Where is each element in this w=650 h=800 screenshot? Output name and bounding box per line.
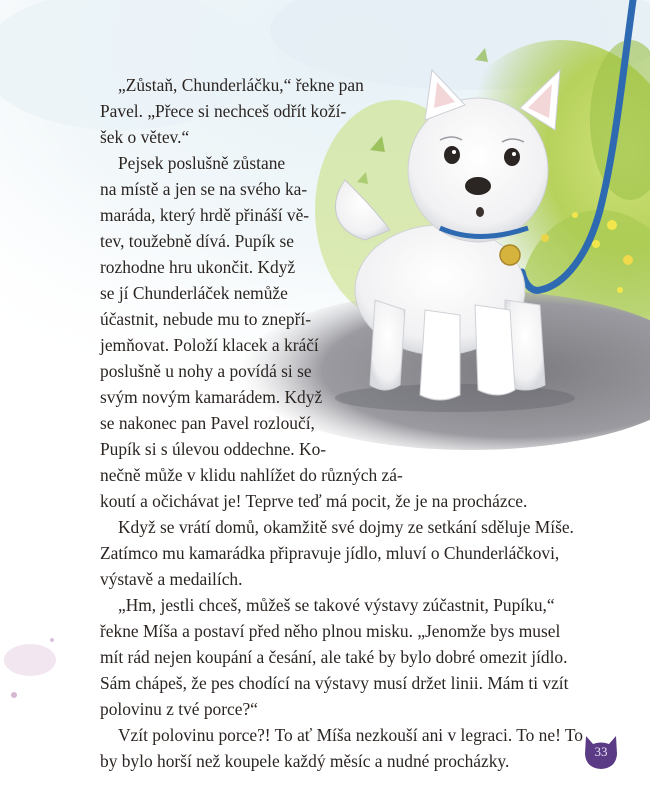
text-line: na místě a jen se na svého ka- <box>100 179 308 199</box>
text-line: svým novým kamarádem. Když <box>100 387 323 407</box>
text-line: výstavě a medailích. <box>100 569 243 589</box>
text-line: „Zůstaň, Chunderláčku,“ řekne pan <box>118 75 364 95</box>
text-line: Pavel. „Přece si nechceš odřít koží- <box>100 101 347 121</box>
text-line: Zatímco mu kamarádka připravuje jídlo, mluví o Chunderláčkovi, <box>100 543 560 563</box>
text-line: tev, toužebně dívá. Pupík se <box>100 231 294 251</box>
text-line: maráda, který hrdě přináší vě- <box>100 205 310 225</box>
text-line: mít rád nejen koupání a česání, ale také by bylo dobré omezit jídlo. <box>100 647 568 667</box>
page-number: 33 <box>594 744 608 759</box>
text-line: nečně může v klidu nahlížet do různých zá- <box>100 465 403 485</box>
text-line: by bylo horší než koupele každý měsíc a nudné procházky. <box>100 751 510 771</box>
text-line: rozhodne hru ukončit. Když <box>100 257 296 277</box>
text-line: účastnit, nebude mu to znepří- <box>100 309 312 329</box>
text-line: se jí Chunderláček nemůže <box>100 283 288 303</box>
text-line: poslušně u nohy a povídá si se <box>100 361 312 381</box>
text-line: koutí a očichávat je! Teprve teď má pocit, že je na procházce. <box>100 491 528 511</box>
text-line: jemňovat. Položí klacek a kráčí <box>100 335 319 355</box>
text-line: Sám chápeš, že pes chodící na výstavy musí držet linii. Mám ti vzít <box>100 673 569 693</box>
text-line: Pejsek poslušně zůstane <box>118 153 286 173</box>
text-line: Pupík si s úlevou oddechne. Ko- <box>100 439 327 459</box>
collar-tag-icon <box>500 245 520 265</box>
text-line: řekne Míša a postaví před něho plnou misku. „Jenomže bys musel <box>100 621 561 641</box>
text-line: Vzít polovinu porce?! To ať Míša nezkouší ani v legraci. To ne! To <box>118 725 583 745</box>
text-line: šek o větev.“ <box>100 127 190 147</box>
text-line: „Hm, jestli chceš, můžeš se takové výstavy zúčastnit, Pupíku,“ <box>118 595 555 615</box>
text-line: polovinu z tvé porce?“ <box>100 699 258 719</box>
text-line: se nakonec pan Pavel rozloučí, <box>100 413 315 433</box>
text-line: Když se vrátí domů, okamžitě své dojmy ze setkání sděluje Míše. <box>118 517 574 537</box>
